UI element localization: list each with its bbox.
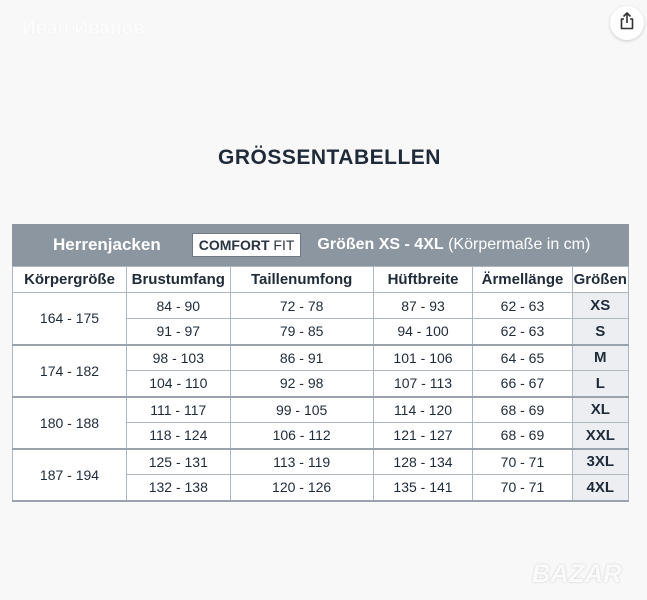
waist-cell: 72 - 78 xyxy=(230,293,373,319)
table-header-row xyxy=(13,267,629,293)
waist-cell: 99 - 105 xyxy=(230,397,373,423)
table-row xyxy=(13,449,629,475)
chest-cell: 132 - 138 xyxy=(126,475,230,501)
waist-cell: 92 - 98 xyxy=(230,371,373,397)
size-cell: 4XL xyxy=(572,475,628,501)
sleeve-cell: 68 - 69 xyxy=(473,397,572,423)
chest-cell: 98 - 103 xyxy=(126,345,230,371)
bazar-logo-watermark: BAZAR xyxy=(532,560,622,588)
sleeve-cell: 62 - 63 xyxy=(473,293,572,319)
sleeve-cell: 70 - 71 xyxy=(473,475,572,501)
chest-cell: 84 - 90 xyxy=(126,293,230,319)
hip-cell: 114 - 120 xyxy=(373,397,473,423)
height-range-cell: 164 - 175 xyxy=(13,293,127,345)
size-cell: M xyxy=(572,345,628,371)
waist-cell: 113 - 119 xyxy=(230,449,373,475)
hip-cell: 135 - 141 xyxy=(373,475,473,501)
sleeve-cell: 70 - 71 xyxy=(473,449,572,475)
size-cell: XL xyxy=(572,397,628,423)
waist-cell: 120 - 126 xyxy=(230,475,373,501)
height-range-cell: 174 - 182 xyxy=(13,345,127,397)
hip-cell: 128 - 134 xyxy=(373,449,473,475)
sleeve-cell: 68 - 69 xyxy=(473,423,572,449)
chest-cell: 104 - 110 xyxy=(126,371,230,397)
table-row xyxy=(13,293,629,319)
badge-bold-text: COMFORT xyxy=(198,237,270,253)
sleeve-cell: 66 - 67 xyxy=(473,371,572,397)
category-banner xyxy=(12,224,629,266)
sleeve-cell: 62 - 63 xyxy=(473,319,572,345)
size-range-label xyxy=(317,236,590,254)
page-title: GRÖSSENTABELLEN xyxy=(218,146,441,169)
seller-watermark: Иван Иванов xyxy=(22,18,145,39)
share-icon xyxy=(619,12,635,34)
comfort-fit-badge xyxy=(192,233,302,257)
hip-cell: 101 - 106 xyxy=(373,345,473,371)
waist-cell: 86 - 91 xyxy=(230,345,373,371)
header-hip: Hüftbreite xyxy=(373,267,473,293)
badge-light-text: FIT xyxy=(269,237,295,253)
hip-cell: 121 - 127 xyxy=(373,423,473,449)
header-sleeve: Ärmellänge xyxy=(473,267,572,293)
sleeve-cell: 64 - 65 xyxy=(473,345,572,371)
size-cell: XXL xyxy=(572,423,628,449)
chest-cell: 125 - 131 xyxy=(126,449,230,475)
jacket-category-label: Herrenjacken xyxy=(53,235,161,254)
table-row xyxy=(13,345,629,371)
size-cell: XS xyxy=(572,293,628,319)
size-cell: 3XL xyxy=(572,449,628,475)
size-chart-table xyxy=(12,266,629,502)
header-chest: Brustumfang xyxy=(126,267,230,293)
hip-cell: 94 - 100 xyxy=(373,319,473,345)
height-range-cell: 180 - 188 xyxy=(13,397,127,449)
table-row xyxy=(13,397,629,423)
hip-cell: 87 - 93 xyxy=(373,293,473,319)
chest-cell: 111 - 117 xyxy=(126,397,230,423)
waist-cell: 79 - 85 xyxy=(230,319,373,345)
share-button[interactable] xyxy=(610,6,644,40)
height-range-cell: 187 - 194 xyxy=(13,449,127,501)
size-range-bold: Größen XS - 4XL xyxy=(317,236,444,253)
chest-cell: 91 - 97 xyxy=(126,319,230,345)
size-range-note: (Körpermaße in cm) xyxy=(443,236,591,253)
header-body-height: Körpergröße xyxy=(13,267,127,293)
size-cell: S xyxy=(572,319,628,345)
hip-cell: 107 - 113 xyxy=(373,371,473,397)
size-cell: L xyxy=(572,371,628,397)
header-waist: Taillenumfong xyxy=(230,267,373,293)
chest-cell: 118 - 124 xyxy=(126,423,230,449)
waist-cell: 106 - 112 xyxy=(230,423,373,449)
header-size: Größen xyxy=(572,267,628,293)
